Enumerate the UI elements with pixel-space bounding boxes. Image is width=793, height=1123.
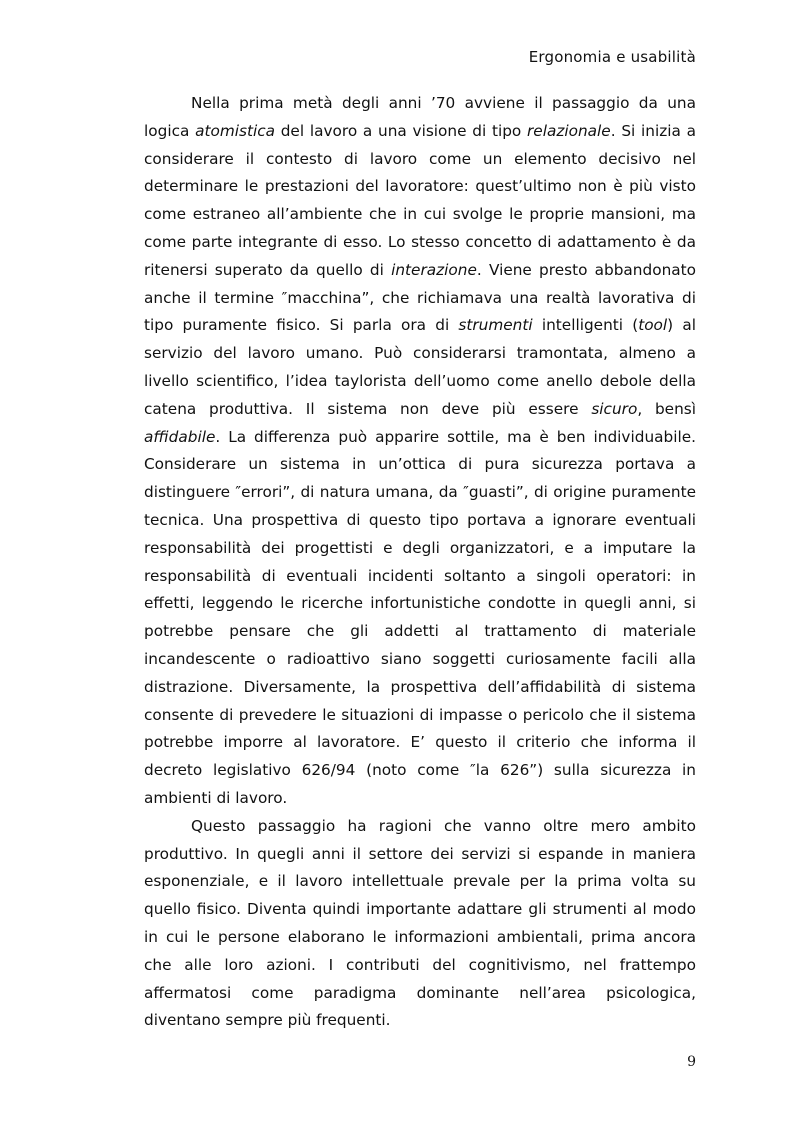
- paragraph-2: Questo passaggio ha ragioni che vanno oltre mero ambito produttivo. In quegli anni il settore dei servizi si espande in maniera esponenziale, e il lavoro intellettuale prevale per la prima volta su quello fisico. Diventa quindi importante adattare gli strumenti al modo in cui le persone elaborano le informazioni ambientali, prima ancora che alle loro azioni. I contributi del cognitivismo, nel frattempo affermatosi come paradigma dominante nell’area psicologica, diventano sempre più frequenti.: [144, 816, 696, 1030]
- p1-emphasis-atomistica: atomistica: [195, 121, 275, 140]
- p1-segment: del lavoro a una visione di tipo: [274, 121, 528, 140]
- p1-segment: Nella prima metà degli anni ’70 avviene il passaggio da una logica: [144, 94, 696, 140]
- p1-emphasis-sicuro: sicuro: [591, 399, 638, 418]
- p1-segment: . Si inizia a considerare il contesto di lavoro come un elemento decisivo nel determinare le prestazioni del lavoratore: quest’ultimo non è più visto come estraneo all’ambiente che in cui svolge le proprie mansioni, ma come parte integrante di esso. Lo stesso concetto di adattamento è da ritenersi superato da quello di: [144, 121, 696, 279]
- p1-emphasis-relazionale: relazionale: [527, 121, 611, 140]
- p1-segment: , bensì: [637, 399, 697, 418]
- p1-segment: intelligenti (: [532, 316, 639, 335]
- p1-segment: . La differenza può apparire sottile, ma è ben individuabile. Considerare un sistema in un’ottica di pura sicurezza portava a distinguere ″errori”, di natura umana, da ″guasti”, di origine puramente tecnica. Una prospettiva di questo tipo portava a ignorare eventuali responsabilità dei progettisti e degli organizzatori, e a imputare la responsabilità di eventuali incidenti soltanto a singoli operatori: in effetti, leggendo le ricerche infortunistiche condotte in quegli anni, si potrebbe pensare che gli addetti al trattamento di materiale incandescente o radioattivo siano soggetti curiosamente facili alla distrazione. Diversamente, la prospettiva dell’affidabilità di sistema consente di prevedere le situazioni di impasse o pericolo che il sistema potrebbe imporre al lavoratore. E’ questo il criterio che informa il decreto legislativo 626/94 (noto come ″la 626”) sulla sicurezza in ambienti di lavoro.: [144, 427, 696, 807]
- p1-emphasis-affidabile: affidabile: [144, 427, 216, 446]
- paragraph-1: [144, 90, 696, 813]
- page-number: 9: [687, 1054, 696, 1070]
- p1-emphasis-strumenti: strumenti: [458, 316, 533, 335]
- p1-segment: ) al servizio del lavoro umano. Può considerarsi tramontata, almeno a livello scientifico, l’idea taylorista dell’uomo come anello debole della catena produttiva. Il sistema non deve più essere: [144, 316, 696, 418]
- p1-emphasis-interazione: interazione: [391, 260, 477, 279]
- p1-segment: . Viene presto abbandonato anche il termine ″macchina”, che richiamava una realtà lavorativa di tipo puramente fisico. Si parla ora di: [144, 260, 696, 335]
- running-header: Ergonomia e usabilità: [528, 48, 696, 66]
- body-text: [144, 90, 696, 1035]
- p1-emphasis-tool: tool: [638, 316, 668, 335]
